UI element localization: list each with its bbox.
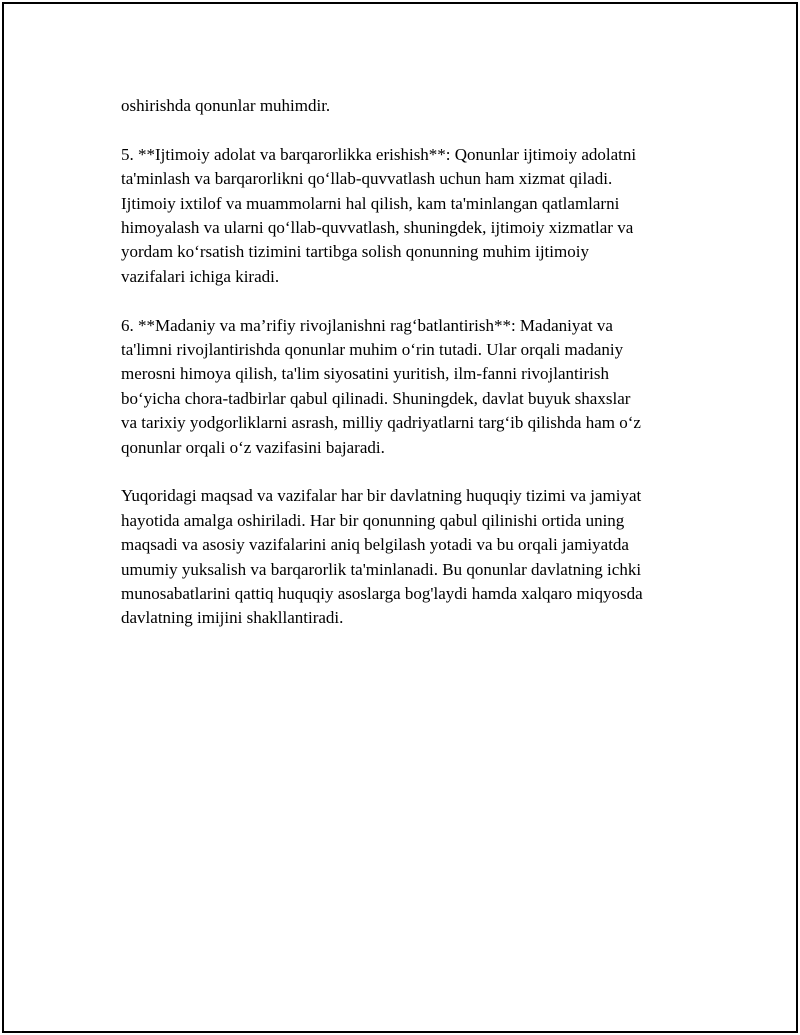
page-frame xyxy=(2,2,798,1033)
paragraph-item-6: 6. **Madaniy va ma’rifiy rivojlanishni rag‘batlantirish**: Madaniyat va ta'limni rivojlantirishda qonunlar muhim o‘rin tutadi. Ular orqali madaniy merosni himoya qilish, ta'lim siyosatini yuritish, ilm-fanni rivojlantirish bo‘yicha chora-tadbirlar qabul qilinadi. Shuningdek, davlat buyuk shaxslar va tarixiy yodgorliklarni asrash, milliy qadriyatlarni targ‘ib qilishda ham o‘z qonunlar orqali o‘z vazifasini bajaradi. xyxy=(121,315,641,457)
paragraph-continuation: oshirishda qonunlar muhimdir. xyxy=(121,96,331,115)
paragraph-conclusion: Yuqoridagi maqsad va vazifalar har bir davlatning huquqiy tizimi va jamiyat hayotida amalga oshiriladi. Har bir qonunning qabul qilinishi ortida uning maqsadi va asosiy vazifalarini aniq belgilash yotadi va bu orqali jamiyatda umumiy yuksalish va barqarorlik ta'minlanadi. Bu qonunlar davlatning ichki munosabatlarini qattiq huquqiy asoslarga bog'laydi hamda xalqaro miqyosda davlatning imijini shakllantiradi. xyxy=(121,486,643,628)
paragraph-item-5: 5. **Ijtimoiy adolat va barqarorlikka erishish**: Qonunlar ijtimoiy adolatni ta'minlash va barqarorlikni qo‘llab-quvvatlash uchun ham xizmat qiladi. Ijtimoiy ixtilof va muammolarni hal qilish, kam ta'minlangan qatlamlarni himoyalash va ularni qo‘llab-quvvatlash, shuningdek, ijtimoiy xizmatlar va yordam ko‘rsatish tizimini tartibga solish qonunning muhim ijtimoiy vazifalari ichiga kiradi. xyxy=(121,144,637,286)
document-body xyxy=(121,94,691,655)
